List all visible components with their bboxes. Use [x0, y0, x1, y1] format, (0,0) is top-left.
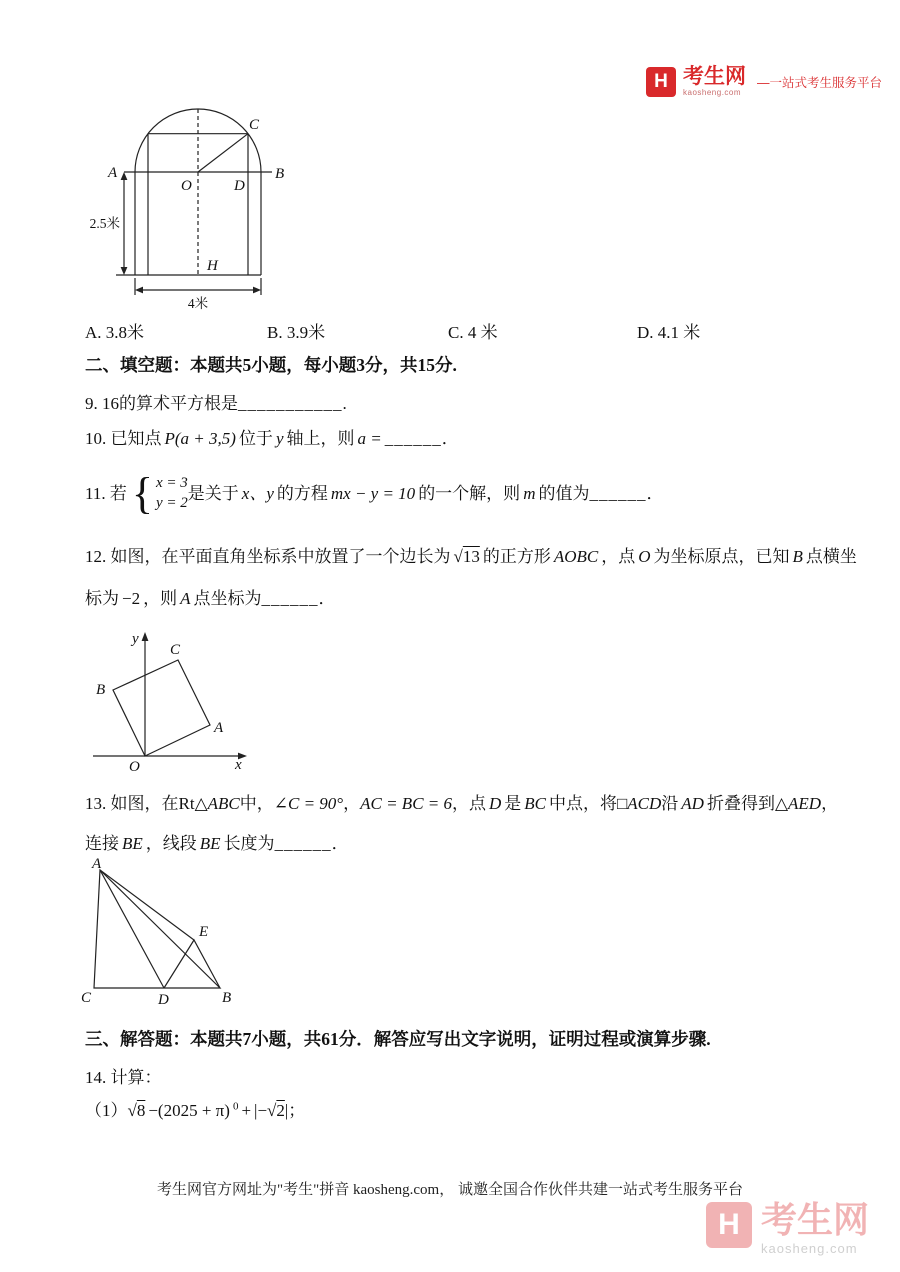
- point-label-o: O: [181, 178, 192, 194]
- door-arch-figure: [88, 100, 288, 312]
- math-expression: mx − y = 10: [330, 483, 416, 503]
- watermark-text-block: [761, 1199, 870, 1256]
- equation-1: x = 3: [156, 475, 188, 491]
- math-expression: BC: [524, 794, 547, 813]
- question-text: 12. 如图，在平面直角坐标系中放置了一个边长为: [85, 547, 451, 566]
- width-dimension: [135, 278, 261, 295]
- blank-line: ______: [384, 429, 442, 448]
- logo-tagline-text: 一站式考生服务平台: [769, 75, 883, 90]
- site-logo: [646, 66, 882, 97]
- sqrt-expression: [128, 1101, 146, 1120]
- question-13-line-2: [85, 833, 838, 854]
- sqrt-expression: [454, 547, 480, 566]
- kaosheng-logo-icon: [646, 67, 676, 97]
- math-expression: O: [638, 547, 651, 566]
- axis-label-x: x: [235, 757, 242, 773]
- question-14: 14. 计算：: [85, 1068, 162, 1087]
- blank-line: ______: [261, 589, 319, 609]
- math-expression: ∠C = 90°: [273, 794, 344, 813]
- question-text: ，则: [143, 589, 178, 609]
- point-label-c: C: [249, 117, 260, 133]
- logo-domain: kaosheng.com: [683, 88, 742, 98]
- coordinate-square-figure: [85, 628, 255, 788]
- question-text: .: [342, 394, 347, 413]
- point-label-d: D: [234, 178, 245, 194]
- question-text: 点坐标为: [193, 589, 262, 609]
- math-expression: a =: [357, 429, 382, 448]
- question-text: 是: [504, 794, 522, 813]
- question-text: ，点: [601, 547, 636, 566]
- question-text: 点横坐: [805, 547, 857, 566]
- question-text: ，: [343, 794, 361, 813]
- folded-triangle-figure: [80, 858, 245, 1010]
- point-label-a: A: [92, 858, 102, 872]
- watermark-logo: [706, 1199, 870, 1256]
- question-12-line-2: [85, 588, 857, 609]
- question-text: 9. 16的算术平方根是: [85, 394, 238, 413]
- question-text: 长度为: [223, 834, 275, 854]
- question-13: [85, 793, 838, 855]
- point-label-c: C: [170, 642, 181, 658]
- question-text: 的方程: [276, 483, 328, 503]
- math-expression: △ABC: [194, 794, 240, 813]
- equation-2: y = 2: [156, 495, 188, 512]
- logo-brand: 考生网: [683, 65, 746, 88]
- blank-line: ______: [589, 483, 647, 503]
- point-label-o: O: [129, 759, 140, 775]
- question-text: 中，: [239, 794, 274, 813]
- math-expression: m: [523, 483, 536, 503]
- math-expression: BE: [199, 834, 221, 854]
- question-text: 轴上，则: [286, 429, 355, 448]
- question-text: 位于: [238, 429, 273, 448]
- logo-tagline-dash: —: [757, 75, 770, 90]
- math-expression: AD: [681, 794, 704, 813]
- radicand: 8: [136, 1101, 146, 1120]
- math-expression: BE: [122, 834, 143, 854]
- question-text: 10. 已知点: [85, 429, 162, 448]
- question-text: 的正方形: [482, 547, 551, 566]
- question-text: 的一个解，则: [418, 483, 521, 503]
- point-label-h: H: [207, 258, 218, 274]
- math-expression: y: [275, 429, 284, 448]
- radical-sign: √: [127, 1101, 137, 1120]
- math-expression: −: [257, 1101, 268, 1120]
- height-dimension-label: 2.5米: [89, 216, 120, 231]
- point-label-b: B: [222, 990, 232, 1006]
- math-expression: A: [180, 589, 191, 609]
- question-text: 的值为: [538, 483, 590, 503]
- question-text: ，点: [452, 794, 486, 813]
- math-expression: △AED: [774, 794, 822, 813]
- radical-sign: √: [453, 547, 463, 566]
- blank-line: ___________: [238, 394, 343, 413]
- point-label-a: A: [108, 165, 118, 181]
- option-b: B. 3.9米: [267, 323, 326, 342]
- question-14-part-1: [85, 1100, 305, 1121]
- question-text: ，: [821, 794, 839, 813]
- question-text: 折叠得到: [706, 794, 775, 813]
- question-10: [85, 428, 459, 449]
- logo-icon-glyph: H: [654, 70, 668, 92]
- radicand: 13: [462, 547, 480, 566]
- system-brace: {: [131, 468, 153, 518]
- footer-text: 考生网官方网址为"考生"拼音 kaosheng.com， 诚邀全国合作伙伴共建一站式考生服务平台: [157, 1182, 743, 1198]
- logo-text-block: [683, 66, 746, 97]
- point-label-d: D: [158, 992, 169, 1008]
- question-text: ．: [441, 429, 459, 448]
- question-text: 连接: [85, 834, 119, 854]
- question-text: 沿: [661, 794, 679, 813]
- option-d: D. 4.1 米: [637, 323, 701, 342]
- point-label-e: E: [199, 924, 209, 940]
- question-13-line-1: [85, 793, 838, 814]
- sqrt-expression: [267, 1101, 285, 1120]
- point-label-b: B: [275, 166, 285, 182]
- question-text: ．: [331, 834, 349, 854]
- exponent: 0: [232, 1100, 239, 1113]
- question-12: [85, 546, 857, 610]
- watermark-domain: kaosheng.com: [761, 1241, 858, 1256]
- math-expression: +: [241, 1101, 252, 1120]
- math-expression: x、y: [241, 483, 274, 503]
- door-outline: [124, 109, 272, 275]
- kaosheng-watermark-icon: [706, 1202, 752, 1248]
- width-dimension-label: 4米: [187, 296, 209, 311]
- question-9: [85, 393, 347, 414]
- watermark-brand: 考生网: [761, 1199, 870, 1240]
- blank-line: ______: [274, 834, 332, 854]
- abs-bar: |: [284, 1101, 289, 1120]
- radical-sign: √: [267, 1101, 277, 1120]
- question-text: 标为: [85, 589, 119, 609]
- point-label-b: B: [96, 682, 106, 698]
- question-12-line-1: [85, 546, 857, 567]
- math-expression: D: [489, 794, 502, 813]
- point-label-c: C: [81, 990, 92, 1006]
- math-expression: AOBC: [553, 547, 599, 566]
- logo-tagline: [757, 73, 882, 91]
- equation-system: [156, 473, 188, 514]
- question-text: 是关于: [187, 483, 239, 503]
- section-2-title: 二、填空题：本题共5小题，每小题3分，共15分.: [85, 355, 457, 375]
- section-3-title: 三、解答题：本题共7小题，共61分．解答应写出文字说明，证明过程或演算步骤.: [85, 1029, 711, 1049]
- question-text: ．: [646, 483, 664, 503]
- watermark-icon-glyph: H: [718, 1208, 740, 1241]
- option-c: C. 4 米: [448, 323, 498, 342]
- options-row: [85, 318, 805, 342]
- part-label: （1）: [85, 1101, 128, 1120]
- math-expression: AC = BC = 6: [360, 794, 452, 813]
- math-expression: −2: [122, 589, 141, 609]
- square-aobc: [113, 660, 210, 756]
- question-text: ；: [288, 1101, 306, 1120]
- axis-label-y: y: [132, 631, 139, 647]
- question-text: 为坐标原点，已知: [653, 547, 790, 566]
- math-expression: −(2025 + π): [148, 1101, 230, 1120]
- abs-bar: |: [254, 1101, 258, 1120]
- question-text: ，线段: [145, 834, 197, 854]
- point-label-a: A: [214, 720, 224, 736]
- question-11: [85, 468, 664, 518]
- math-expression: □ACD: [617, 794, 662, 813]
- math-expression: B: [792, 547, 803, 566]
- math-expression: P(a + 3,5): [164, 429, 236, 448]
- option-a: A. 3.8米: [85, 323, 145, 342]
- radicand: 2: [276, 1101, 285, 1120]
- question-text: ．: [318, 589, 336, 609]
- question-text: 11. 若: [85, 483, 127, 503]
- question-text: 13. 如图，在Rt: [85, 794, 195, 813]
- question-text: 中点，将: [549, 794, 618, 813]
